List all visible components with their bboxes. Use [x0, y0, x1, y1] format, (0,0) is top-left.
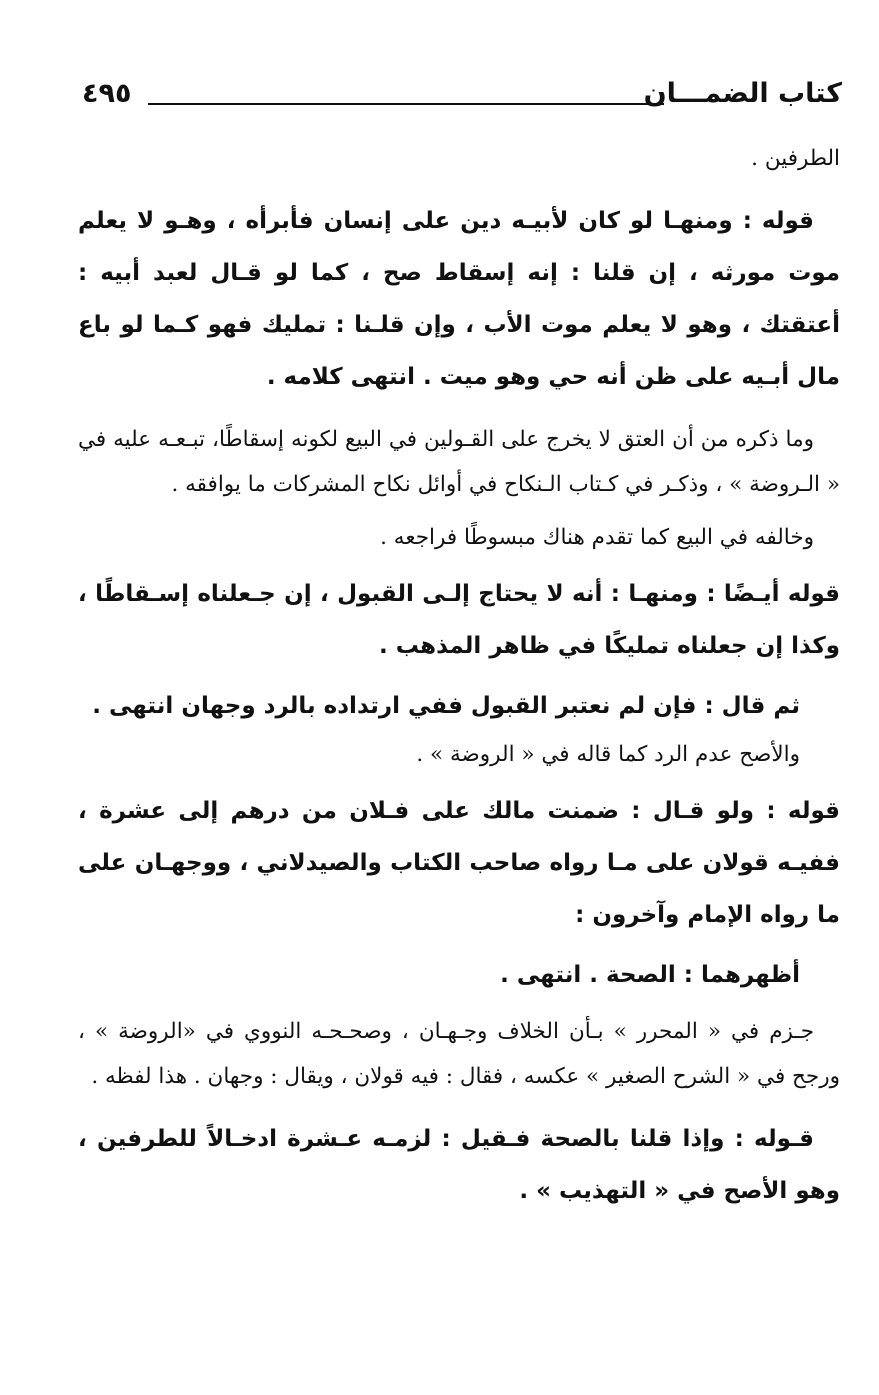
header-rule	[148, 103, 664, 105]
paragraph-quote: قوله : ومنهـا لو كان لأبيـه دين على إنسان فأبرأه ، وهـو لا يعلم موت مورثه ، إن قلنا : إنه إسقاط صح ، كما لو قـال لعبد أبيه : أعتقتك ، وهو لا يعلم موت الأب ، وإن قلـنا : تمليك فهو كـما لو باع مال أبـيه على ظن أنه حي وهو ميت . انتهى كلامه .	[78, 208, 840, 390]
paragraph-commentary: والأصح عدم الرد كما قاله في « الروضة » .	[416, 742, 800, 767]
paragraph-quote: ثم قال : فإن لم نعتبر القبول ففي ارتداده بالرد وجهان انتهى .	[92, 693, 800, 719]
paragraph-commentary: وما ذكره من أن العتق لا يخرج على القـولين في البيع لكونه إسقاطًا، تبـعـه عليه في « الـروضة » ، وذكـر في كـتاب الـنكاح في أوائل نكاح المشركات ما يوافقه .	[78, 427, 840, 497]
paragraph-quote: قوله أيـضًا : ومنهـا : أنه لا يحتاج إلـى القبول ، إن جـعلناه إسـقاطًا ، وكذا إن جعلناه تمليكًا في ظاهر المذهب .	[78, 581, 840, 659]
paragraph-quote: قوله : ولو قـال : ضمنت مالك على فـلان من درهم إلى عشرة ، ففيـه قولان على مـا رواه صاحب الكتاب والصيدلاني ، ووجهـان على ما رواه الإمام وآخرون :	[78, 798, 840, 928]
paragraph-commentary: جـزم في « المحرر » بـأن الخلاف وجـهـان ، وصحـحـه النووي في «الروضة » ، ورجح في « الشرح الصغير » عكسه ، فقال : فيه قولان ، ويقال : وجهان . هذا لفظه .	[78, 1019, 840, 1089]
paragraph-quote: أظهرهما : الصحة . انتهى .	[500, 962, 800, 988]
body-text	[78, 136, 840, 1217]
running-title: كتاب الضمـــان	[643, 78, 842, 109]
paragraph-continuation: الطرفين .	[751, 146, 840, 171]
page-header	[82, 78, 842, 122]
page-number: ٤٩٥	[82, 78, 132, 109]
paragraph-commentary: وخالفه في البيع كما تقدم هناك مبسوطًا فراجعه .	[380, 525, 814, 550]
paragraph-quote: قـوله : وإذا قلنا بالصحة فـقيل : لزمـه عـشرة ادخـالاً للطرفين ، وهو الأصح في « التهذيب » .	[78, 1126, 840, 1204]
